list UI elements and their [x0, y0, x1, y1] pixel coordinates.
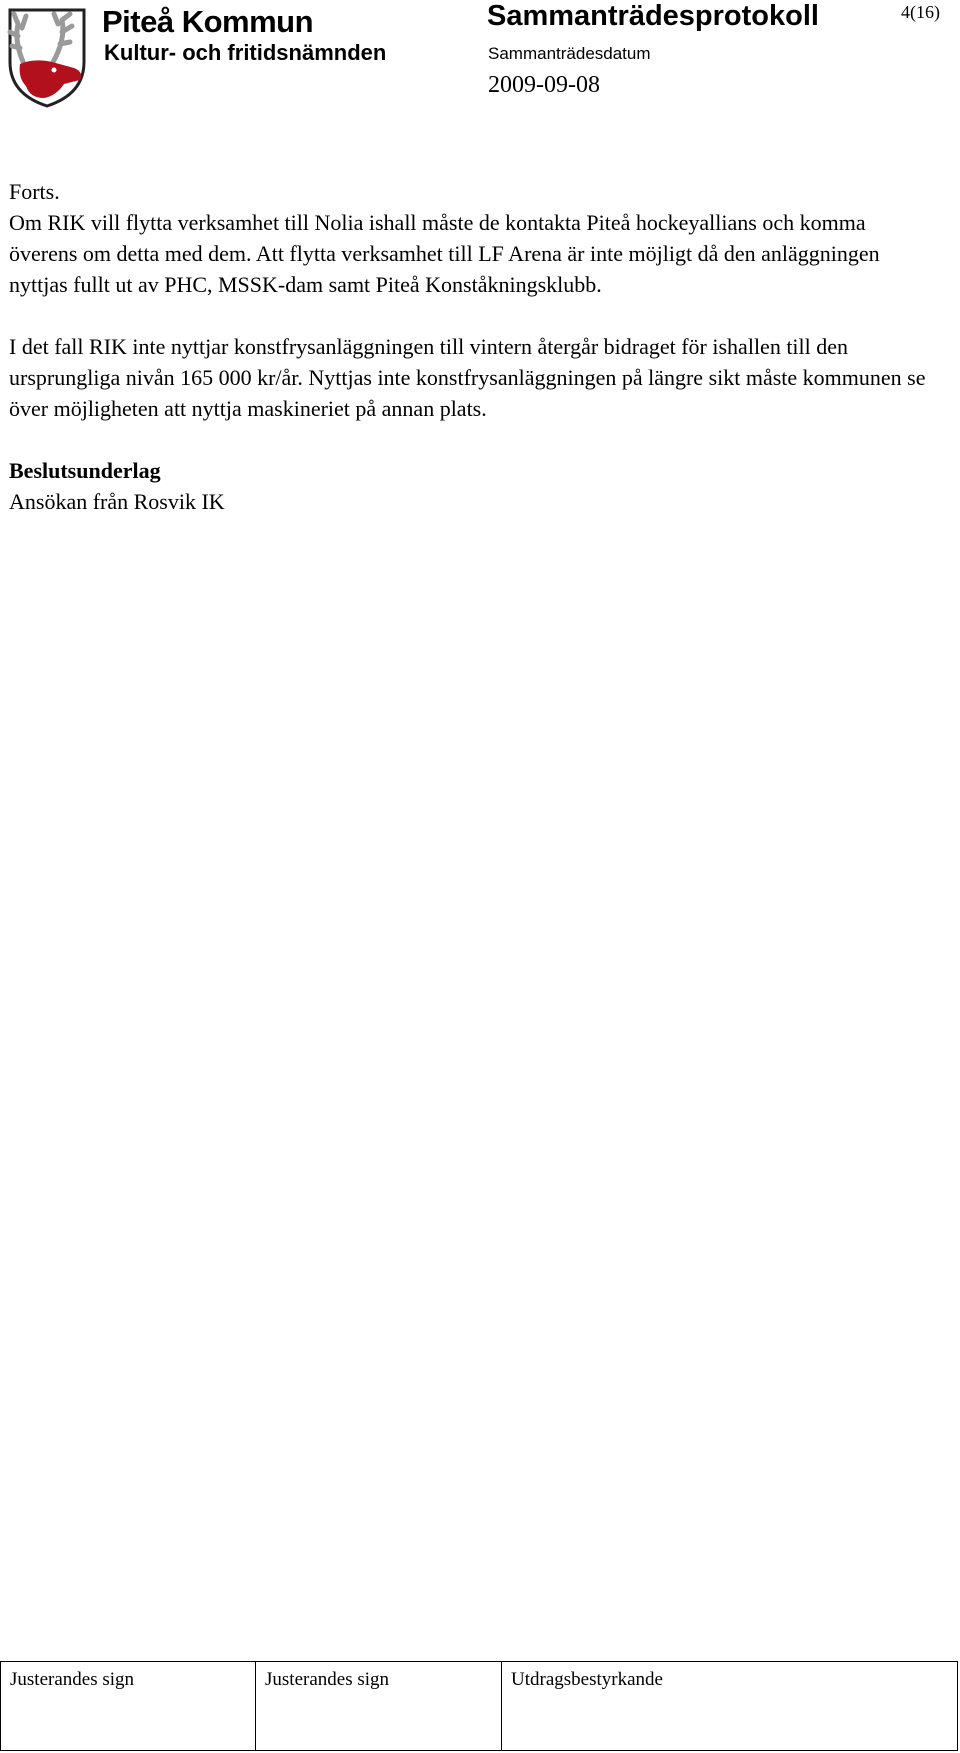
decision-basis-heading: Beslutsunderlag [9, 458, 161, 483]
paragraph-grant: I det fall RIK inte nyttjar konstfrysanläggningen till vintern återgår bidraget för ishallen till den ursprungliga nivån 165 000 kr/år. Nyttjas inte konstfrysanläggningen på längre sikt måste kommunen se över möjligheten att nyttja maskineriet på annan plats. [9, 334, 926, 421]
logo [4, 2, 90, 112]
protocol-body [9, 176, 934, 517]
paragraph-continued: Forts. Om RIK vill flytta verksamhet till Nolia ishall måste de kontakta Piteå hockeyallians och komma överens om detta med dem. Att flytta verksamhet till LF Arena är inte möjligt då den anläggningen nyttjas fullt ut av PHC, MSSK-dam samt Piteå Konståkningsklubb. [9, 179, 880, 297]
page-number: 4(16) [901, 2, 940, 22]
signature-cell-certification: Utdragsbestyrkande [511, 1669, 663, 1690]
signature-cell-adjuster-1: Justerandes sign [1, 1662, 256, 1750]
signature-cell-adjuster-2: Justerandes sign [256, 1662, 502, 1750]
meeting-date: 2009-09-08 [488, 72, 600, 98]
decision-basis-item: Ansökan från Rosvik IK [9, 489, 225, 514]
signature-table [0, 1661, 958, 1751]
committee-name: Kultur- och fritidsnämnden [104, 40, 387, 65]
meeting-date-label: Sammanträdesdatum [488, 44, 651, 63]
document-title: Sammanträdesprotokoll [487, 0, 819, 32]
reindeer-coat-of-arms-icon [4, 2, 90, 112]
org-name: Piteå Kommun [102, 4, 314, 39]
